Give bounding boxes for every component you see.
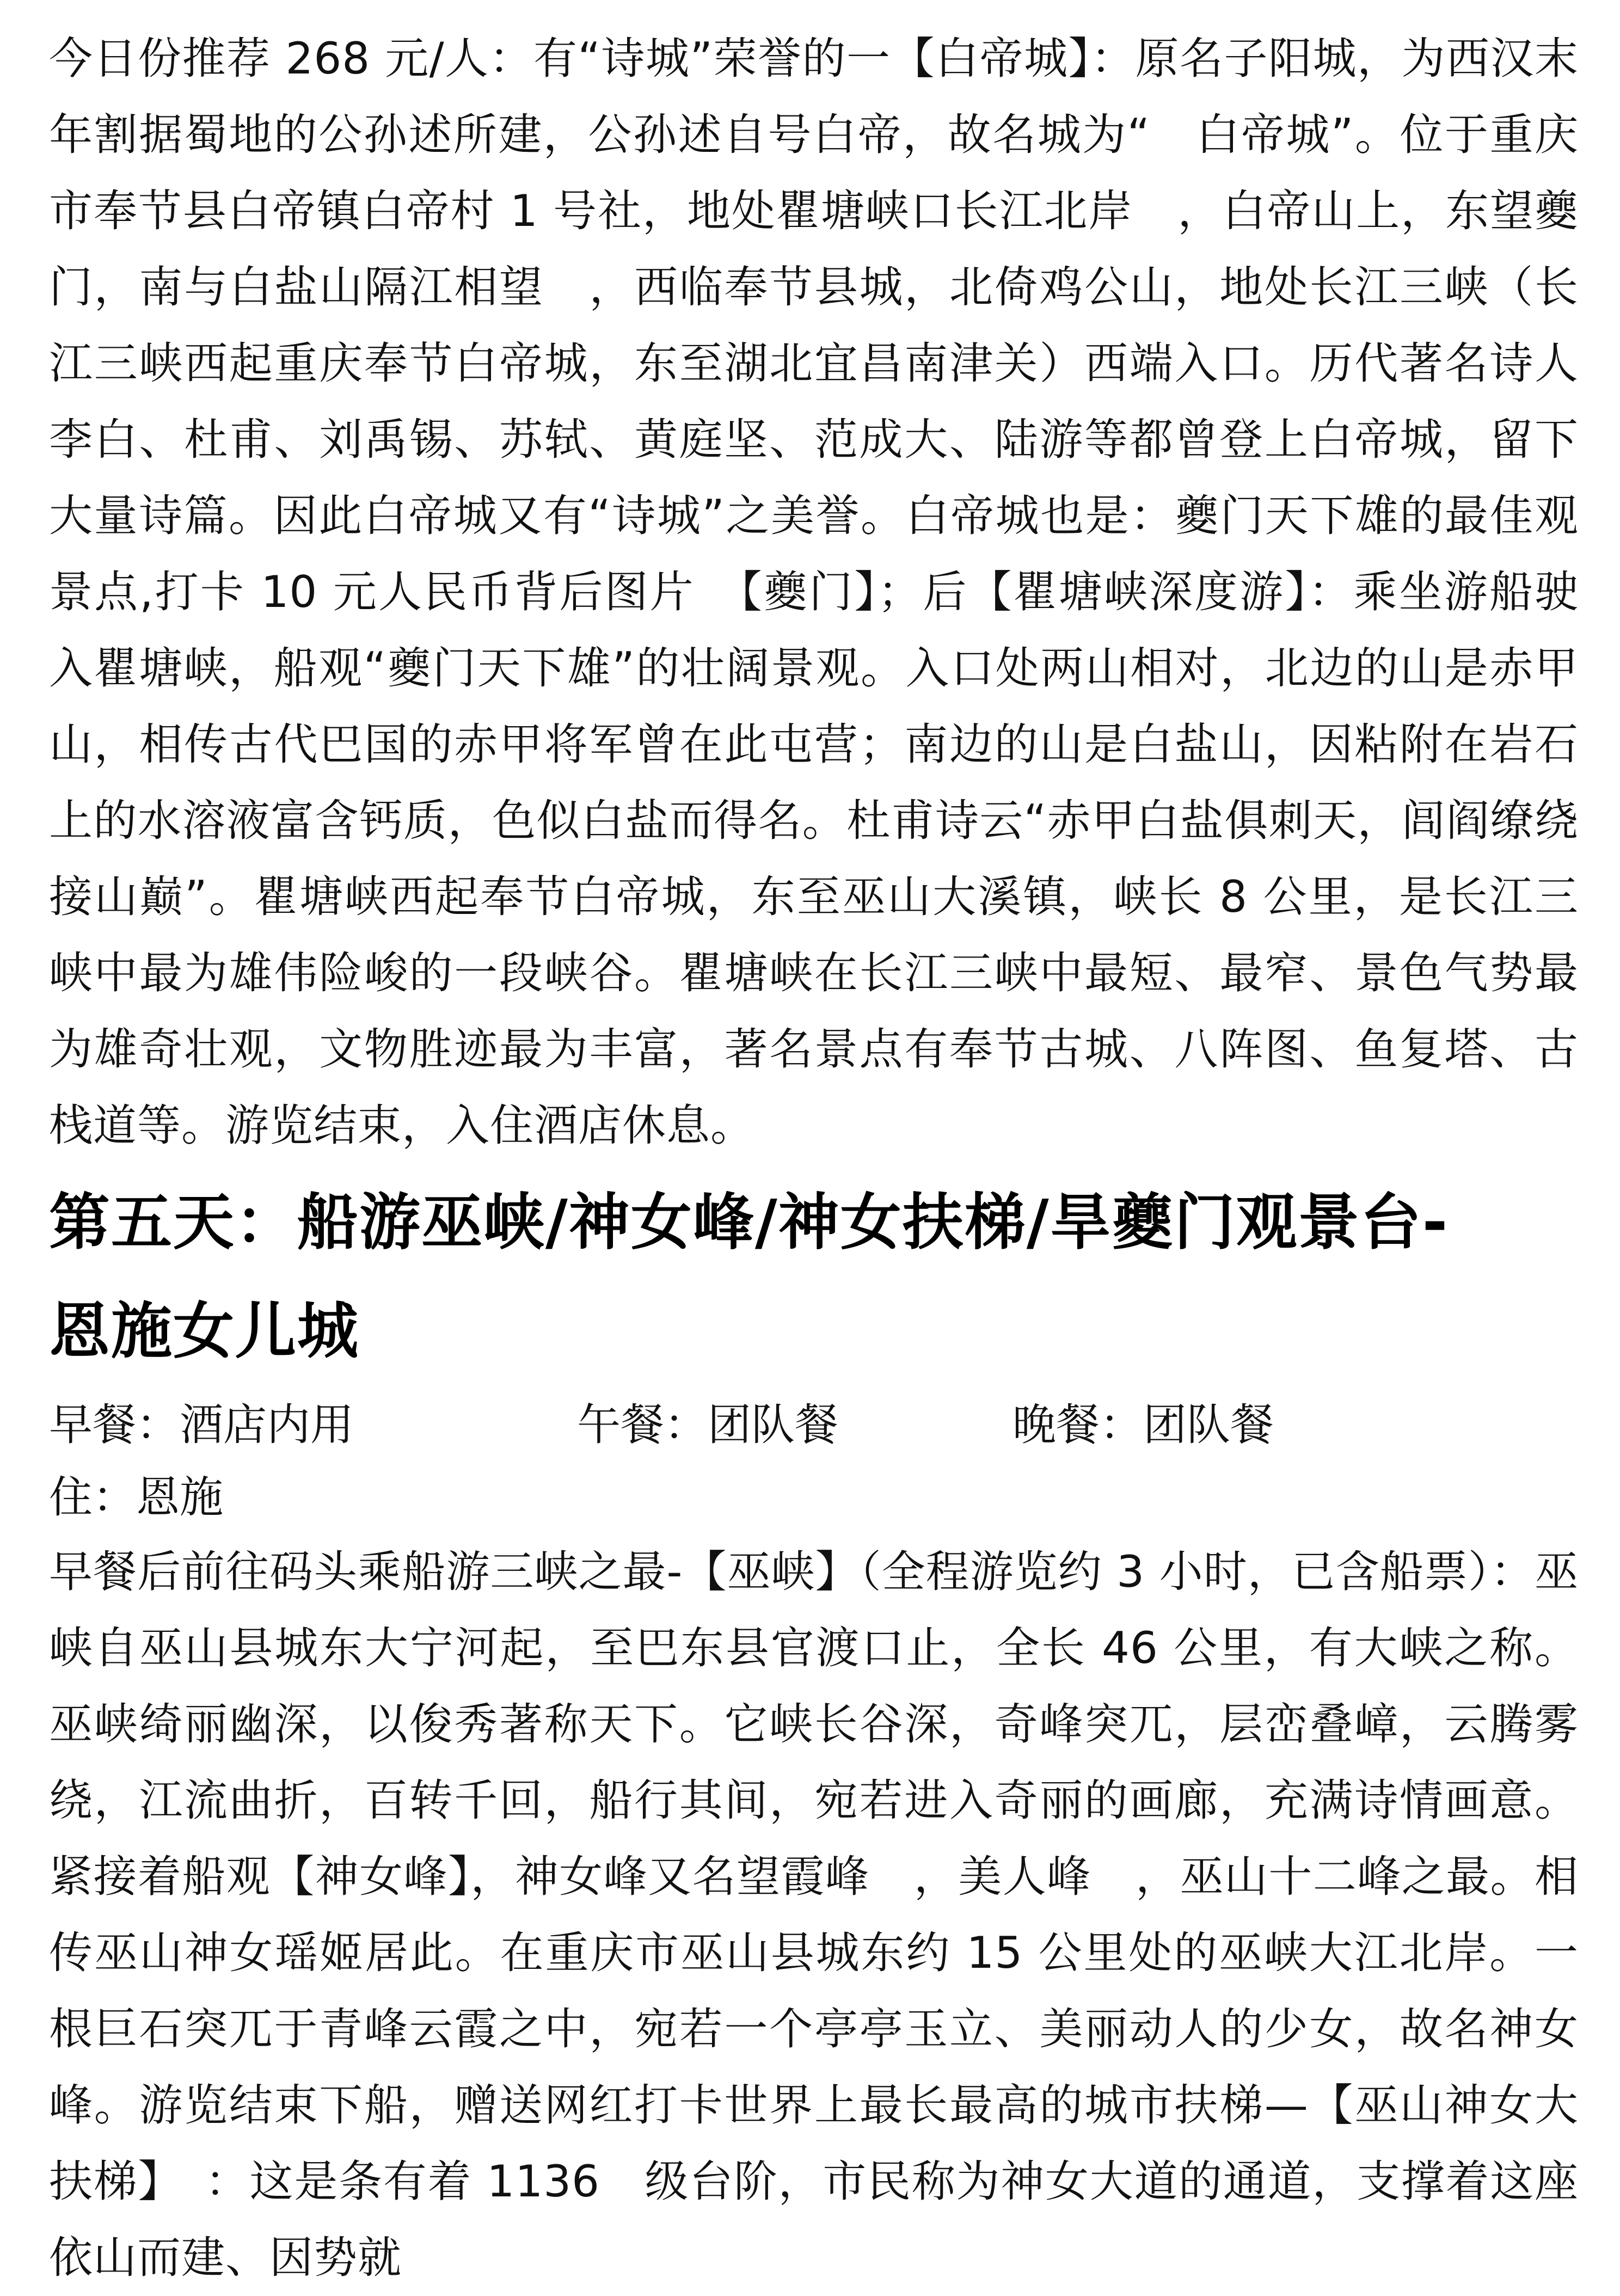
wuxia-paragraph: 早餐后前往码头乘船游三峡之最-【巫峡】（全程游览约 3 小时，已含船票）：巫峡自巫山县城东大宁河起，至巴东县官渡口止，全长 46 公里，有大峡之称。巫峡绮丽幽深，以俊秀著称天下。它峡长谷深，奇峰突兀，层峦叠嶂，云腾雾绕，江流曲折，百转千回，船行其间，宛若进入奇丽的画廊，充满诗情画意。紧接着船观【神女峰】，神女峰又名望霞峰 ，美人峰 ，巫山十二峰之最。相传巫山神女瑶姬居此。在重庆市巫山县城东约 15 公里处的巫峡大江北岸。一根巨石突兀于青峰云霞之中，宛若一个亭亭玉立、美丽动人的少女，故名神女峰。游览结束下船，赠送网红打卡世界上最长最高的城市扶梯—【巫山神女大扶梯】 ：这是条有着 1136 级台阶，市民称为神女大道的通道，支撑着这座依山而建、因势就 [49, 1546, 1579, 2283]
day5-heading-line2: 恩施女儿城 [49, 1296, 359, 1367]
dinner-info: 晚餐：团队餐 [1012, 1399, 1274, 1450]
baidicheng-paragraph: 今日份推荐 268 元/人：有“诗城”荣誉的一【白帝城】：原名子阳城，为西汉末年割据蜀地的公孙述所建，公孙述自号白帝，故名城为“ 白帝城”。位于重庆市奉节县白帝镇白帝村 1 号社，地处瞿塘峡口长江北岸 ，白帝山上，东望夔门，南与白盐山隔江相望 ，西临奉节县城，北倚鸡公山，地处长江三峡（长江三峡西起重庆奉节白帝城，东至湖北宜昌南津关）西端入口。历代著名诗人李白、杜甫、刘禹锡、苏轼、黄庭坚、范成大、陆游等都曾登上白帝城，留下大量诗篇。因此白帝城又有“诗城”之美誉。白帝城也是：夔门天下雄的最佳观景点,打卡 10 元人民币背后图片 【夔门】；后【瞿塘峡深度游】：乘坐游船驶入瞿塘峡，船观“夔门天下雄”的壮阔景观。入口处两山相对，北边的山是赤甲山，相传古代巴国的赤甲将军曾在此屯营；南边的山是白盐山，因粘附在岩石上的水溶液富含钙质，色似白盐而得名。杜甫诗云“赤甲白盐俱刺天，闾阎缭绕接山巅”。瞿塘峡西起奉节白帝城，东至巫山大溪镇，峡长 8 公里，是长江三峡中最为雄伟险峻的一段峡谷。瞿塘峡在长江三峡中最短、最窄、景色气势最为雄奇壮观，文物胜迹最为丰富，著名景点有奉节古城、八阵图、鱼复塔、古栈道等。游览结束，入住酒店休息。 [49, 33, 1579, 1151]
document-page [49, 21, 1579, 2296]
lunch-info: 午餐：团队餐 [577, 1399, 838, 1450]
day5-heading-line1: 第五天：船游巫峡/神女峰/神女扶梯/旱夔门观景台- [49, 1187, 1449, 1258]
breakfast-info: 早餐：酒店内用 [49, 1399, 354, 1450]
accommodation-info: 住：恩施 [49, 1472, 223, 1523]
day5-heading [49, 1168, 1579, 1386]
meals-row [49, 1389, 1579, 1461]
